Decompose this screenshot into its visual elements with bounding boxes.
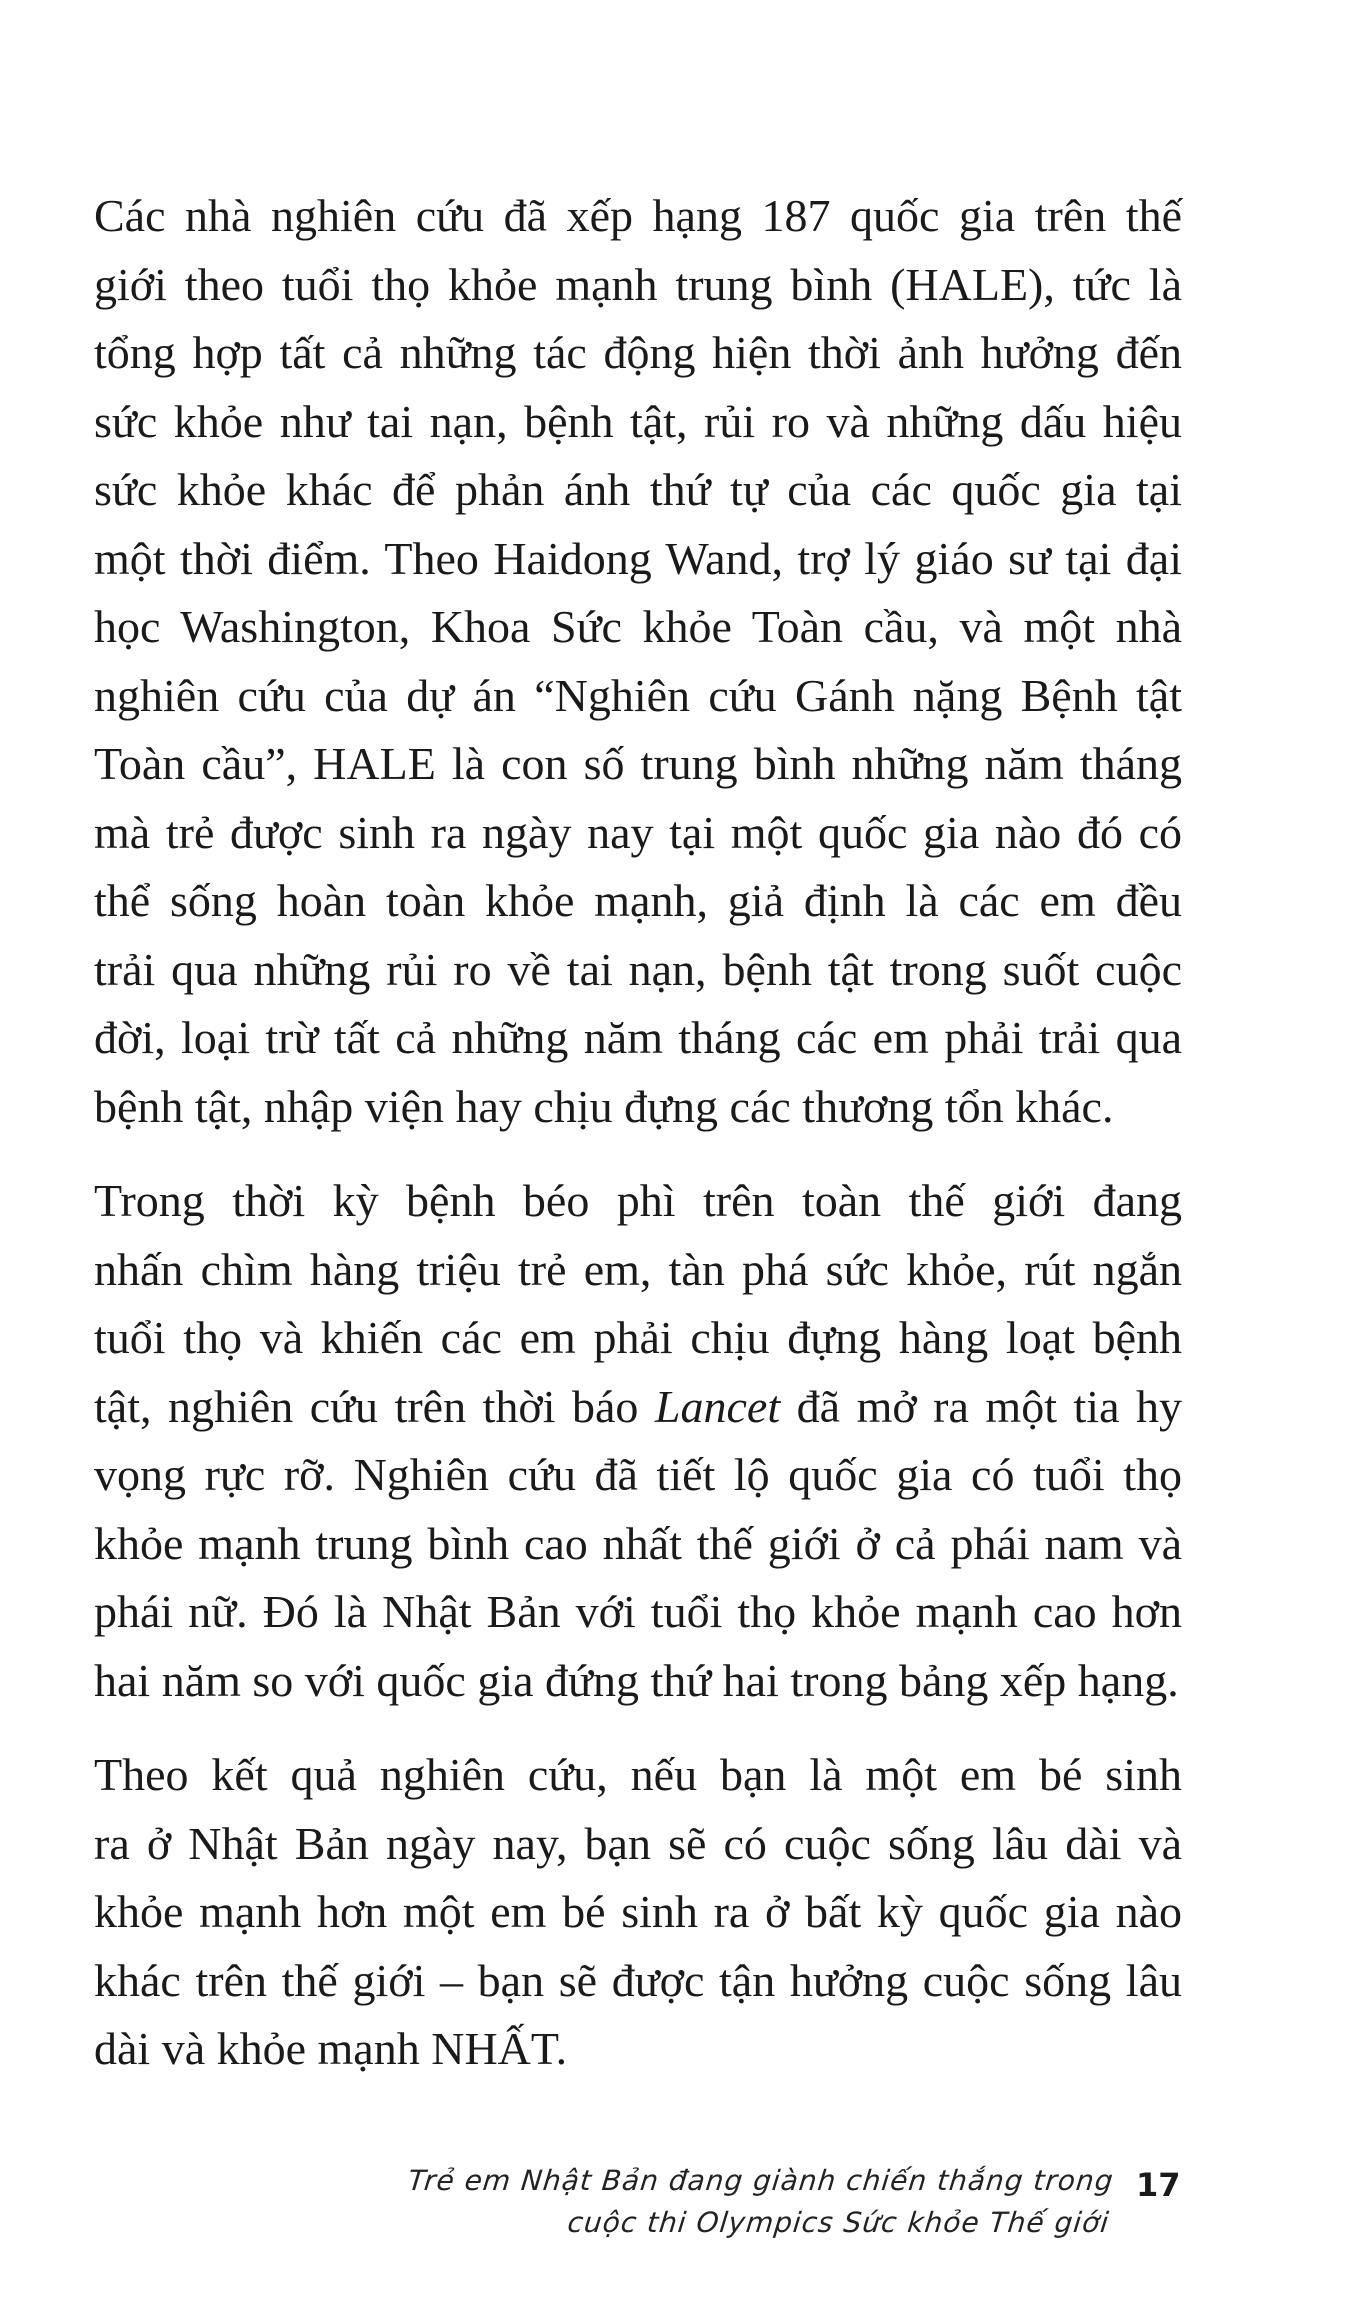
body-text	[94, 182, 1182, 2084]
text-line: giới theo tuổi thọ khỏe mạnh trung bình (HALE), tức là	[94, 258, 1182, 310]
paragraph-2	[94, 1167, 1182, 1715]
text-line: vọng rực rỡ. Nghiên cứu đã tiết lộ quốc gia có tuổi thọ	[94, 1449, 1182, 1500]
text-line: nghiên cứu của dự án “Nghiên cứu Gánh nặng Bệnh tật	[94, 669, 1182, 721]
page-number: 17	[1136, 2166, 1181, 2204]
text-line: hai năm so với quốc gia đứng thứ hai trong bảng xếp hạng.	[94, 1654, 1179, 1706]
text-line: mà trẻ được sinh ra ngày nay tại một quốc gia nào đó có	[94, 806, 1182, 858]
text-line: sức khỏe khác để phản ánh thứ tự của các quốc gia tại	[94, 464, 1182, 515]
text-line: thể sống hoàn toàn khỏe mạnh, giả định là các em đều	[94, 875, 1182, 926]
text-line: nhấn chìm hàng triệu trẻ em, tàn phá sức khỏe, rút ngắn	[94, 1243, 1182, 1295]
publication-name: Lancet	[654, 1380, 781, 1432]
text-line-with-italic	[94, 1373, 1182, 1442]
text-line: Theo kết quả nghiên cứu, nếu bạn là một em bé sinh	[94, 1749, 1182, 1800]
text-line: khỏe mạnh hơn một em bé sinh ra ở bất kỳ quốc gia nào	[94, 1886, 1182, 1937]
text-line: khỏe mạnh trung bình cao nhất thế giới ở cả phái nam và	[94, 1517, 1182, 1569]
text-fragment: đã mở ra một tia hy	[780, 1380, 1182, 1432]
text-line: bệnh tật, nhập viện hay chịu đựng các thương tổn khác.	[94, 1080, 1114, 1132]
running-title-line: cuộc thi Olympics Sức khỏe Thế giới	[565, 2206, 1111, 2239]
text-line: tuổi thọ và khiến các em phải chịu đựng hàng loạt bệnh	[94, 1312, 1182, 1363]
text-line: dài và khỏe mạnh NHẤT.	[94, 2023, 568, 2074]
running-title-line: Trẻ em Nhật Bản đang giành chiến thắng trong	[406, 2164, 1115, 2197]
running-title	[401, 2160, 1115, 2244]
text-line: đời, loại trừ tất cả những năm tháng các em phải trải qua	[94, 1012, 1182, 1063]
text-line: sức khỏe như tai nạn, bệnh tật, rủi ro và những dấu hiệu	[94, 395, 1182, 447]
text-line: Toàn cầu”, HALE là con số trung bình những năm tháng	[94, 738, 1182, 789]
paragraph-3	[94, 1741, 1182, 2084]
text-line: ra ở Nhật Bản ngày nay, bạn sẽ có cuộc sống lâu dài và	[94, 1817, 1182, 1869]
text-line: một thời điểm. Theo Haidong Wand, trợ lý giáo sư tại đại	[94, 532, 1182, 584]
text-line: tổng hợp tất cả những tác động hiện thời ảnh hưởng đến	[94, 327, 1182, 378]
page-footer	[0, 2160, 1361, 2270]
text-line: trải qua những rủi ro về tai nạn, bệnh tật trong suốt cuộc	[94, 943, 1182, 995]
text-line: Các nhà nghiên cứu đã xếp hạng 187 quốc gia trên thế	[94, 190, 1182, 241]
text-line: Trong thời kỳ bệnh béo phì trên toàn thế giới đang	[94, 1175, 1182, 1226]
text-fragment: tật, nghiên cứu trên thời báo	[94, 1380, 655, 1432]
text-line: học Washington, Khoa Sức khỏe Toàn cầu, và một nhà	[94, 601, 1182, 652]
paragraph-1	[94, 182, 1182, 1141]
text-line: khác trên thế giới – bạn sẽ được tận hưởng cuộc sống lâu	[94, 1954, 1182, 2006]
text-line: phái nữ. Đó là Nhật Bản với tuổi thọ khỏe mạnh cao hơn	[94, 1586, 1182, 1637]
